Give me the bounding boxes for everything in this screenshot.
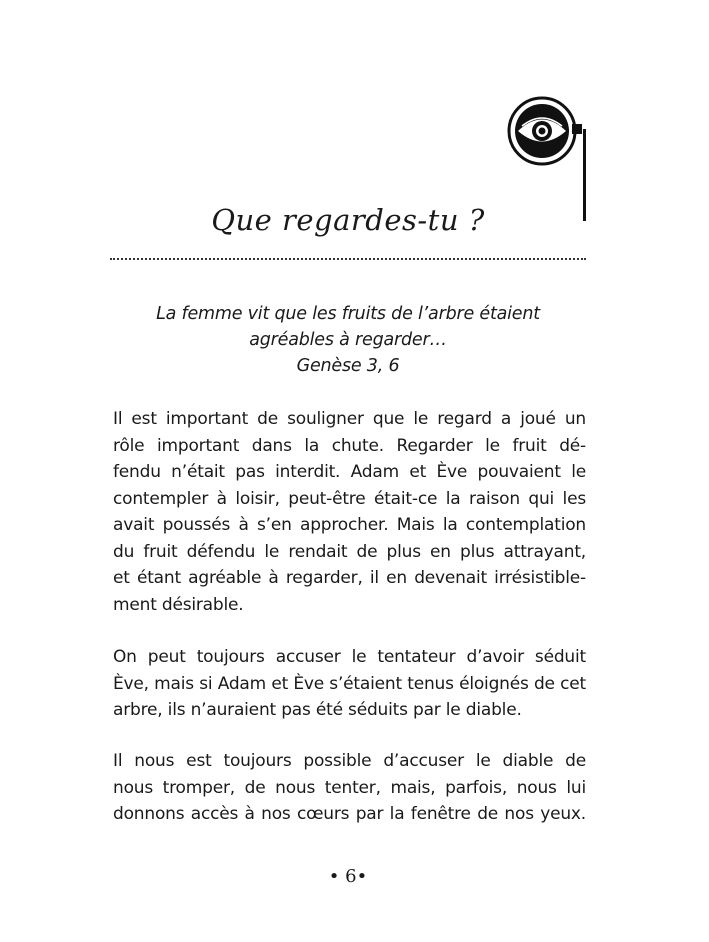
paragraph-line: Il nous est toujours possible d’accuser le diable de: [113, 751, 586, 771]
paragraph-line: On peut toujours accuser le tentateur d’avoir séduit: [113, 647, 586, 667]
body-paragraph: [113, 406, 586, 618]
epigraph-reference: Genèse 3, 6: [296, 356, 400, 376]
paragraph-line: ment désirable.: [113, 594, 244, 615]
dotted-divider: [110, 258, 586, 260]
page-title: Que regardes-tu ?: [211, 203, 485, 237]
paragraph-line: donnons accès à nos cœurs par la fenêtre de nos yeux.: [113, 804, 586, 824]
paragraph-line: arbre, ils n’auraient pas été séduits par le diable.: [113, 700, 522, 720]
paragraph-line: contempler à loisir, peut-être était-ce la raison qui les: [113, 488, 586, 509]
page-number: • 6•: [328, 866, 368, 887]
body-paragraph: [113, 644, 586, 724]
paragraph-line: avait poussés à s’en approcher. Mais la contemplation: [113, 515, 586, 535]
epigraph: [110, 301, 586, 379]
paragraph-line: rôle important dans la chute. Regarder le fruit dé-: [113, 435, 586, 456]
epigraph-line: La femme vit que les fruits de l’arbre étaient: [156, 304, 540, 324]
body-paragraph: [113, 748, 586, 828]
paragraph-line: Ève, mais si Adam et Ève s’étaient tenus éloignés de cet: [113, 673, 586, 694]
paragraph-line: Il est important de souligner que le regard a joué un: [113, 409, 586, 429]
paragraph-line: du fruit défendu le rendait de plus en plus attrayant,: [113, 541, 586, 562]
epigraph-line: agréables à regarder…: [249, 330, 447, 350]
paragraph-line: et étant agréable à regarder, il en devenait irrésistible-: [113, 568, 586, 588]
paragraph-line: fendu n’était pas interdit. Adam et Ève pouvaient le: [113, 462, 586, 482]
paragraph-line: nous tromper, de nous tenter, mais, parfois, nous lui: [113, 777, 586, 798]
